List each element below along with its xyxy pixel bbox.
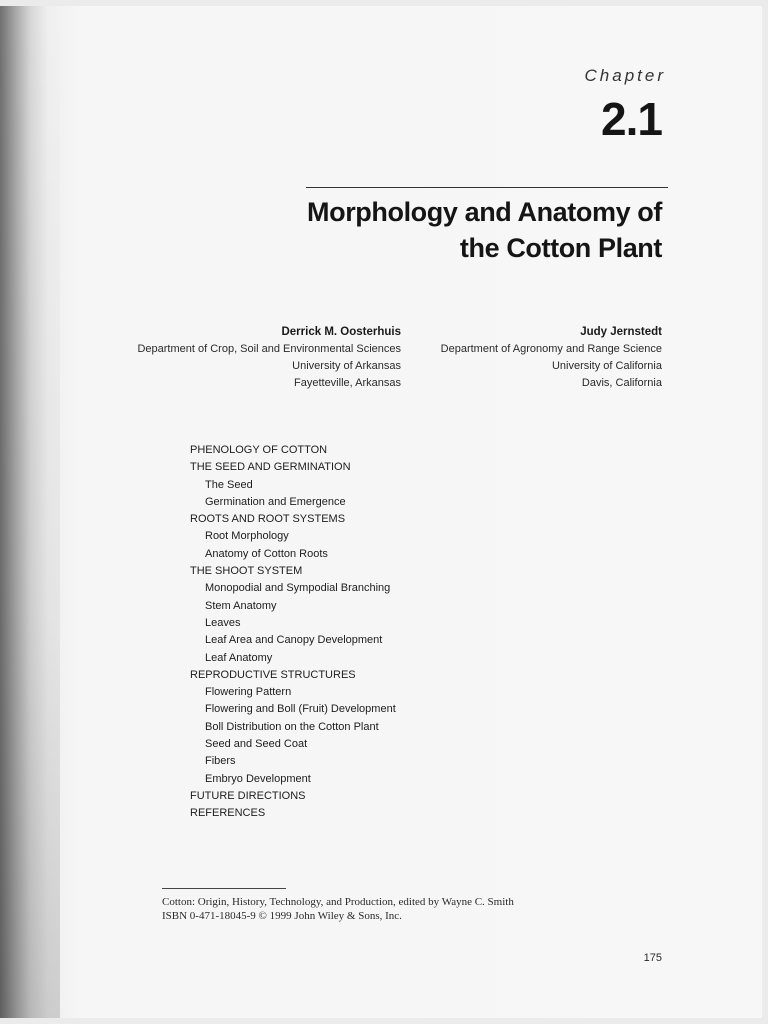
author-department: Department of Crop, Soil and Environmental Sciences <box>137 343 401 355</box>
toc-section: THE SEED AND GERMINATION <box>190 461 351 474</box>
author-block-1 <box>137 324 401 392</box>
author-location: Fayetteville, Arkansas <box>294 377 401 389</box>
toc-section: REFERENCES <box>190 807 266 820</box>
chapter-label: Chapter <box>584 66 666 85</box>
toc-subsection: Fibers <box>205 755 236 768</box>
author-name: Judy Jernstedt <box>580 326 662 338</box>
footnote <box>162 895 514 923</box>
toc-subsection: Flowering Pattern <box>205 686 292 699</box>
toc-section: PHENOLOGY OF COTTON <box>190 444 328 456</box>
toc-subsection: Root Morphology <box>205 530 289 543</box>
toc-section: FUTURE DIRECTIONS <box>190 789 306 802</box>
gutter-shadow <box>0 6 60 1018</box>
toc-subsection: The Seed <box>205 478 253 491</box>
toc-subsection: Anatomy of Cotton Roots <box>205 547 328 560</box>
toc-section: REPRODUCTIVE STRUCTURES <box>190 668 356 681</box>
footnote-line: Cotton: Origin, History, Technology, and Production, edited by Wayne C. Smith <box>162 896 514 908</box>
author-institution: University of California <box>551 360 662 372</box>
footnote-line: ISBN 0-471-18045-9 © 1999 John Wiley & Sons, Inc. <box>162 910 402 922</box>
book-page <box>0 6 762 1018</box>
toc-subsection: Seed and Seed Coat <box>205 738 308 751</box>
author-name: Derrick M. Oosterhuis <box>281 326 401 338</box>
footnote-rule <box>162 888 286 889</box>
toc-subsection: Leaf Area and Canopy Development <box>205 634 383 647</box>
author-department: Department of Agronomy and Range Science <box>440 343 662 355</box>
author-location: Davis, California <box>581 377 662 389</box>
toc-subsection: Stem Anatomy <box>205 599 277 612</box>
author-institution: University of Arkansas <box>292 360 401 372</box>
chapter-title <box>262 194 662 266</box>
chapter-contents <box>190 442 396 823</box>
toc-section: ROOTS AND ROOT SYSTEMS <box>190 513 346 526</box>
page-number: 175 <box>643 952 662 964</box>
title-rule <box>306 187 668 188</box>
toc-subsection: Monopodial and Sympodial Branching <box>205 582 391 595</box>
chapter-title-line1: Morphology and Anatomy of <box>307 197 662 227</box>
toc-subsection: Flowering and Boll (Fruit) Development <box>205 703 396 716</box>
toc-subsection: Embryo Development <box>205 772 311 785</box>
toc-section: THE SHOOT SYSTEM <box>190 565 303 578</box>
author-block-2 <box>441 324 662 392</box>
chapter-number: 2.1 <box>601 93 662 145</box>
toc-subsection: Leaves <box>205 616 241 629</box>
chapter-title-line2: the Cotton Plant <box>459 233 662 263</box>
toc-subsection: Germination and Emergence <box>205 495 346 508</box>
toc-subsection: Boll Distribution on the Cotton Plant <box>205 720 379 733</box>
toc-subsection: Leaf Anatomy <box>205 651 273 664</box>
